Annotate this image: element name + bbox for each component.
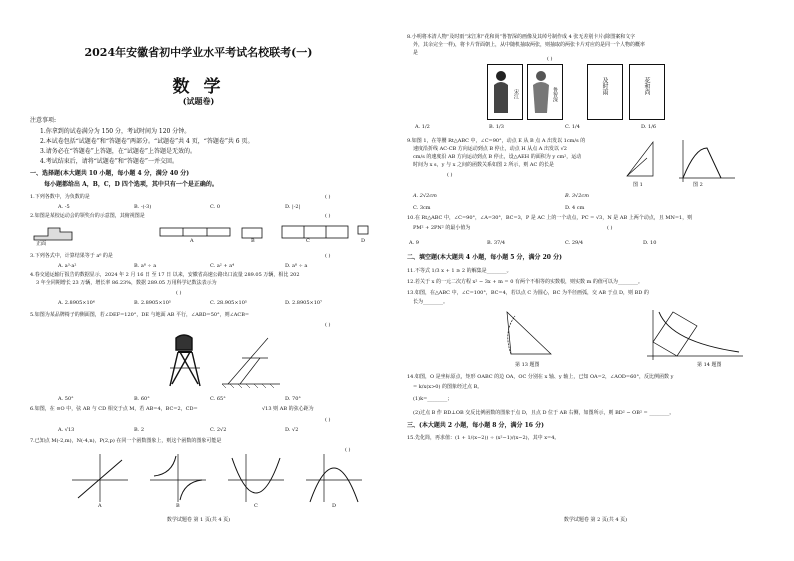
answer-paren: ( ) <box>607 225 613 231</box>
q14-line: = k/x(x>0) 的图象经过点 B。 <box>413 384 483 390</box>
figure-caption: 图 2 <box>693 182 703 188</box>
answer-paren: ( ) <box>325 322 331 328</box>
figure-caption: 图 1 <box>633 182 643 188</box>
q5-option-a: A. 50° <box>58 396 74 402</box>
chair-figure <box>160 328 290 392</box>
q8-option-a: A. 1/2 <box>415 124 430 130</box>
q8-stem-cont: 外，其余完全一样)，将卡片背面朝上，从中随机抽取两张，则抽取的两张卡片对应的是同一个人物的概率 <box>413 42 645 48</box>
q5-option-b: B. 60° <box>134 396 150 402</box>
q14-line: (1)k=________； <box>413 396 453 402</box>
q10-option-a: A. 9 <box>409 240 419 246</box>
function-graph-options <box>70 452 370 504</box>
q13-line: 长为________。 <box>413 299 449 305</box>
q1-option-a: A. -5 <box>58 204 70 210</box>
q2-option-c: C <box>306 238 310 244</box>
q7-option-c: C <box>254 503 258 509</box>
q9-figures <box>623 136 743 186</box>
answer-paren: ( ) <box>345 447 351 453</box>
q9-option-b: B. 3√2cm <box>565 193 589 199</box>
card-label: 花和尚 <box>643 77 650 95</box>
q6-option-d: D. √2 <box>285 427 299 433</box>
podium-figures <box>30 222 375 248</box>
q7-stem: 7.已知点 M(-2,m)，N(-4,n)，P(2,p) 在同一个函数图象上，则这个函数的图象可能是 <box>30 438 222 444</box>
q15-stem: 15.先化简，再求值：(1 + 1/(x−2)) ÷ (x²−1)/(x−2)，其中 x=4。 <box>407 435 560 441</box>
answer-paren: ( ) <box>325 194 331 200</box>
note-item: 2.本试卷包括“试题卷”和“答题卷”两部分。“试题卷”共 4 页，“答题卷”共 6 页。 <box>40 138 254 145</box>
q6-stem-tail: √13 则 AB 的弦心距为 <box>262 406 314 412</box>
q10-stem-cont: PM² + 2PN² 的最小值为 <box>413 225 471 231</box>
paper-type: (试题卷) <box>182 96 215 106</box>
answer-paren: ( ) <box>325 417 331 423</box>
card-label: 宋江 <box>513 89 519 99</box>
q2-option-b: B <box>251 238 255 244</box>
q2-front-label: 正面 <box>36 241 47 247</box>
figure-caption: 第 13 题图 <box>515 362 540 368</box>
q3-option-b: B. a⁸ ÷ a <box>134 263 157 269</box>
answer-paren: ( ) <box>447 172 453 178</box>
card-songjiang <box>487 64 523 120</box>
q9-option-a: A. 2√2cm <box>413 193 437 199</box>
q3-option-a: A. a³·a² <box>58 263 77 269</box>
q4-stem: 4.春交通运输厅报告的数据显示，2024 年 2 月 16 日 至 17 日 以来，安徽省高速公路出口流量 289.05 万辆，相比 202 <box>30 272 300 278</box>
q9-option-d: D. 4 cm <box>565 205 585 211</box>
card-jishiyu <box>587 64 623 120</box>
q3-option-c: C. a² + a⁴ <box>210 263 235 269</box>
q2-stem: 2.如图是某校运动会的领奖台的示意图，其俯视图是 <box>30 213 145 219</box>
section-heading: 二、填空题(本大题共 4 小题，每小题 5 分，满分 20 分) <box>407 254 562 261</box>
q5-option-c: C. 65° <box>210 396 226 402</box>
q10-option-d: D. 10 <box>643 240 657 246</box>
q8-stem-cont: 是 <box>413 50 419 56</box>
portrait-icon <box>492 69 510 113</box>
q4-option-a: A. 2.8905×10⁶ <box>58 300 95 306</box>
q13-q14-figures <box>497 308 747 364</box>
answer-paren: ( ) <box>325 213 331 219</box>
q8-stem: 8.小明将本清人物“及时雨”宋江和“花和尚”鲁智深的画像及其绰号制作成 4 张无差别卡片(除图案和文字 <box>407 34 636 40</box>
q9-line: 时间为 x s，y 与 x 之间的函数关系如图 2 所示，则 AC 的长是 <box>413 162 554 168</box>
q8-option-b: B. 1/3 <box>489 124 504 130</box>
q1-option-b: B. -(-3) <box>134 204 152 210</box>
page-2 <box>397 0 794 561</box>
portrait-icon <box>532 69 550 113</box>
q10-option-c: C. 29/4 <box>565 240 584 246</box>
q2-option-d: D <box>361 238 366 244</box>
q8-option-d: D. 1/6 <box>641 124 657 130</box>
q6-option-a: A. √13 <box>58 427 75 433</box>
card-label: 鲁智深 <box>552 87 558 102</box>
q3-option-d: D. a⁸ ÷ a <box>285 263 308 269</box>
q5-option-d: D. 70° <box>285 396 301 402</box>
q3-stem: 3.下列各式中，计算结果等于 a⁶ 的是 <box>30 253 113 259</box>
card-huaheshang <box>629 64 665 120</box>
card-label: 及时雨 <box>601 77 608 95</box>
q8-option-c: C. 1/4 <box>565 124 580 130</box>
note-item: 3.请务必在“答题卷”上答题，在“试题卷”上答题是无效的。 <box>40 148 196 155</box>
note-item: 4.考试结束后，请将“试题卷”和“答题卷”一并交回。 <box>40 158 178 165</box>
section-subheading: 每小题都给出 A，B，C，D 四个选项，其中只有一个是正确的。 <box>44 181 218 188</box>
answer-paren: ( ) <box>176 290 182 296</box>
q4-option-c: C. 28.905×10⁵ <box>210 300 247 306</box>
card-luzhishen <box>527 64 563 120</box>
q1-option-c: C. 0 <box>210 204 221 210</box>
section-heading: 一、选择题(本大题共 10 小题，每小题 4 分，满分 40 分) <box>30 170 190 177</box>
q4-option-b: B. 2.8905×10⁵ <box>134 300 171 306</box>
q6-option-b: B. 2 <box>134 427 145 433</box>
q2-option-a: A <box>190 238 194 244</box>
exam-title: 2024年安徽省初中学业水平考试名校联考(一) <box>84 46 313 59</box>
page-footer: 数学试题卷 第 2 页(共 4 页) <box>563 517 628 523</box>
q12-stem: 12.若关于 x 的一元二次方程 x² − 3x + m = 0 有两个不相等的实数根，则实数 m 的值可以为________。 <box>407 279 643 285</box>
q1-stem: 1.下列各数中，为负数的是 <box>30 194 90 200</box>
q14-line: 14.如图，O 是坐标原点，矩形 OABC 的边 OA，OC 分别在 x 轴、y 轴上，已知 OA=2，∠AOD=60°，反比例函数 y <box>407 374 674 380</box>
answer-paren: ( ) <box>547 56 553 62</box>
q13-line: 13.如图，在△ABC 中，∠C=100°，BC=4，若以点 C 为圆心，BC 为半径画弧，交 AB 于点 D，则 BD 的 <box>407 290 649 296</box>
q1-option-d: D. |-2| <box>285 204 301 210</box>
q14-line: (2)过点 B 作 BD⊥OB 交反比例函数的图象于点 D，且点 D 位于 AB 右侧，如图所示，则 BD² − OB² = ________。 <box>413 410 675 416</box>
q9-option-c: C. 3cm <box>413 205 431 211</box>
q7-option-d: D <box>332 503 337 509</box>
q10-stem: 10.在 Rt△ABC 中，∠C=90°，∠A=30°，BC=3，P 是 AC 上的一个动点，PC = √3，N 是 AB 上两个动点，且 MN=1，则 <box>407 215 693 221</box>
figure-caption: 第 14 题图 <box>697 362 722 368</box>
q4-option-d: D. 2.8905×10⁷ <box>285 300 323 306</box>
notes-heading: 注意事项: <box>30 117 57 124</box>
answer-paren: ( ) <box>325 253 331 259</box>
q7-option-a: A <box>98 503 102 509</box>
q9-line: cm/s 的速度沿 AB 方向运动到点 B 停止，设△AEH 的面积为 y cm²，运动 <box>413 154 582 160</box>
q6-stem: 6.如图，在 ⊙O 中，弦 AB 与 CD 相交于点 M，若 AB=4，BC=2，CD= <box>30 406 198 412</box>
q10-option-b: B. 37/4 <box>487 240 506 246</box>
q4-stem-cont: 3 年全同期增长 23 万辆，增长率 86.23%，数据 289.05 万用科学记数法表示为 <box>36 280 217 286</box>
q6-option-c: C. 2√2 <box>210 427 227 433</box>
q7-option-b: B <box>176 503 180 509</box>
note-item: 1.你拿到的试卷满分为 150 分，考试时间为 120 分钟。 <box>40 128 191 135</box>
section-heading: 三、(本大题共 2 小题，每小题 8 分，满分 16 分) <box>407 422 544 429</box>
q9-line: 速度沿折线 AC-CB 方向运动到点 B 停止，动点 H 从点 A 出发以 √2 <box>413 146 567 152</box>
q5-stem: 5.如图为某品牌椅子的侧面图，若∠DEF=120°，DE 与地面 AB 平行，∠ABD=50°，则∠ACB= <box>30 312 250 318</box>
page-footer: 数学试题卷 第 1 页(共 4 页) <box>166 517 231 523</box>
q11-stem: 11.不等式 1/3 x + 1 ≥ 2 的解集是________。 <box>407 268 512 274</box>
q9-line: 9.如图 1，在等腰 Rt△ABC 中，∠C=90°，动点 E 从 B 点 A 出发以 1cm/s 的 <box>407 138 586 144</box>
subject-title: 数 学 <box>172 77 225 97</box>
